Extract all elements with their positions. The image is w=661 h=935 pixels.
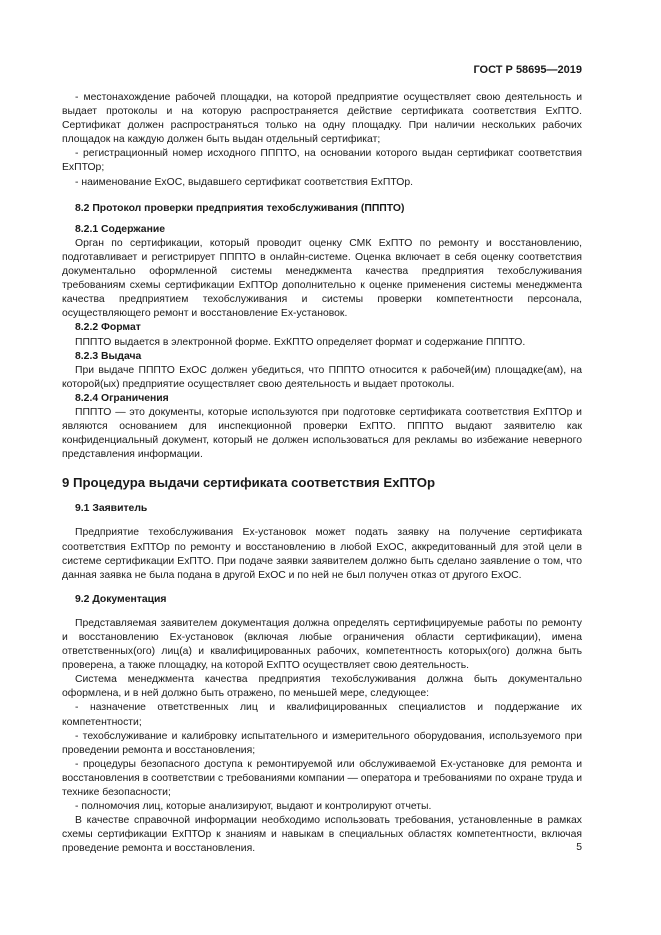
- section-9-2-paragraph-3: В качестве справочной информации необходимо использовать требования, установленные в рамках схемы сертификации ExПТОр к знаниям и навыкам в специальных областях компетентности, включая проведение ремонта и восстановления.: [62, 815, 582, 855]
- section-8-2-3-heading: 8.2.3 Выдача: [75, 350, 142, 362]
- page-number: 5: [576, 842, 582, 853]
- section-8-2-4-heading: 8.2.4 Ограничения: [75, 392, 169, 404]
- section-8-2-2-heading: 8.2.2 Формат: [75, 322, 141, 334]
- intro-paragraph-2: - регистрационный номер исходного ПППТО, на основании которого выдан сертификат соответствия ExПТОр;: [62, 148, 582, 174]
- section-9-2-list-item: - назначение ответственных лиц и квалифицированных специалистов и поддержание их компетентности;: [62, 702, 582, 728]
- section-8-2-2-text: ПППТО выдается в электронной форме. ExКПТО определяет формат и содержание ПППТО.: [75, 336, 526, 348]
- section-8-2-heading: 8.2 Протокол проверки предприятия техобслуживания (ПППТО): [75, 202, 405, 214]
- section-9-2-list-item: - техобслуживание и калибровку испытательного и измерительного оборудования, используемого при проведении ремонта и восстановления;: [62, 730, 582, 756]
- section-8-2-3-text: При выдаче ПППТО ExОС должен убедиться, что ПППТО относится к рабочей(им) площадке(ам), на которой(ых) предприятие осуществляет свою деятельность и выдает протоколы.: [62, 364, 582, 390]
- section-8-2-1-text: Орган по сертификации, который проводит оценку СМК ExПТО по ремонту и восстановлению, подготавливает и регистрирует ПППТО в онлайн-системе. Оценка включает в себя оценку соответствия документально оформленной системы менеджмента качества предприятия техобслуживания требованиям схемы сертификации ExПТОр дополнительно к оценке применения системы менеджмента качества предприятием техобслуживания и системы проверки компетентности персонала, осуществляющего ремонт и восстановление Ex-установок.: [62, 237, 582, 320]
- section-9-2-paragraph-2: Система менеджмента качества предприятия техобслуживания должна быть документально оформлена, и в ней должно быть отражено, по меньшей мере, следующее:: [62, 674, 582, 700]
- intro-paragraph-3: - наименование ExОС, выдавшего сертификат соответствия ExПТОр.: [75, 176, 413, 188]
- intro-paragraph-1: - местонахождение рабочей площадки, на которой предприятие осуществляет свою деятельность и выдает протоколы и на которую распространяется действие сертификата соответствия ExПТО. Сертификат должен распространяться только на одну площадку. При наличии нескольких рабочих площадок на каждую должен быть выдан отдельный сертификат;: [62, 92, 582, 146]
- section-9-2-paragraph-1: Представляемая заявителем документация должна определять сертифицируемые работы по ремонту и восстановлению Ex-установок (включая любые ограничения области сертификации), имена ответственных(ого) лиц(а) и квалифицированных рабочих, компетентность которых(ого) должна быть проверена, а также площадку, на которой ExПТО осуществляет свою деятельность.: [62, 617, 582, 672]
- section-8-2-1-heading: 8.2.1 Содержание: [75, 223, 166, 235]
- standard-header: ГОСТ Р 58695—2019: [473, 64, 582, 76]
- section-9-2-list-item: - процедуры безопасного доступа к ремонтируемой или обслуживаемой Ex-установке для ремонта и восстановления в соответствии с требованиями компании — оператора и требованиями по охране труда и технике безопасности;: [62, 758, 582, 799]
- section-9-2-list-item: - полномочия лиц, которые анализируют, выдают и контролируют отчеты.: [75, 801, 432, 813]
- section-8-2-4-text: ПППТО — это документы, которые используются при подготовке сертификата соответствия ExПТОр и являются основанием для инспекционной проверки ExПТО. ПППТО выдают заявителю как конфиденциальный документ, который не должен использоваться для рекламы во избежание неверного представления информации.: [62, 406, 582, 461]
- section-9-1-heading: 9.1 Заявитель: [75, 503, 148, 515]
- section-9-1-text: Предприятие техобслуживания Ex-установок может подать заявку на получение сертификата соответствия ExПТОр по ремонту и восстановлению в любой ExОС, аккредитованный для этой цели в системе сертификации ExПТО. При подаче заявки заявителем должно быть сделано заявление о том, что данная заявка не была подана в другой ExОС и по ней не был получен отказ от другого ExОС.: [62, 527, 582, 581]
- document-body: [62, 91, 582, 857]
- section-9-2-heading: 9.2 Документация: [75, 593, 167, 605]
- section-9-heading: 9 Процедура выдачи сертификата соответствия ExПТОр: [62, 475, 436, 491]
